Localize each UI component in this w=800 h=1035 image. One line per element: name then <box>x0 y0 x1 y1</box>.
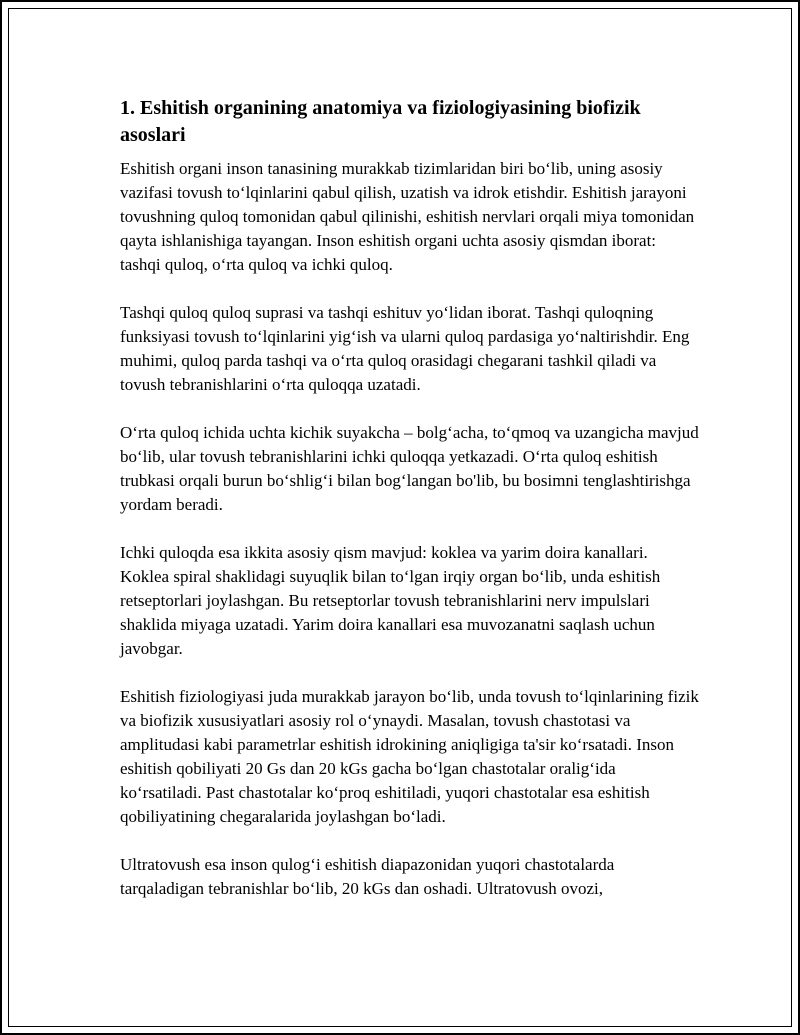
document-content <box>120 95 700 925</box>
section-title: 1. Eshitish organining anatomiya va fiziologiyasining biofizik asoslari <box>120 97 641 146</box>
paragraph-inner-ear: Ichki quloqda esa ikkita asosiy qism mavjud: koklea va yarim doira kanallari. Koklea spiral shaklidagi suyuqlik bilan to‘lgan irqiy organ bo‘lib, unda eshitish retseptorlari joylashgan. Bu retseptorlar tovush tebranishlarini nerv impulslari shaklida miyaga uzatadi. Yarim doira kanallari esa muvozanatni saqlash uchun javobgar. <box>120 543 661 658</box>
paragraph-ultrasound: Ultratovush esa inson qulog‘i eshitish diapazonidan yuqori chastotalarda tarqaladigan tebranishlar bo‘lib, 20 kGs dan oshadi. Ultratovush ovozi, <box>120 855 615 898</box>
paragraph-outer-ear: Tashqi quloq quloq suprasi va tashqi eshituv yo‘lidan iborat. Tashqi quloqning funksiyasi tovush to‘lqinlarini yig‘ish va ularni quloq pardasiga yo‘naltirishdir. Eng muhimi, quloq parda tashqi va o‘rta quloq orasidagi chegarani tashkil qiladi va tovush tebranishlarini o‘rta quloqqa uzatadi. <box>120 303 690 394</box>
paragraph-intro: Eshitish organi inson tanasining murakkab tizimlaridan biri bo‘lib, uning asosiy vazifasi tovush to‘lqinlarini qabul qilish, uzatish va idrok etishdir. Eshitish jarayoni tovushning quloq tomonidan qabul qilinishi, eshitish nervlari orqali miya tomonidan qayta ishlanishiga tayangan. Inson eshitish organi uchta asosiy qismdan iborat: tashqi quloq, o‘rta quloq va ichki quloq. <box>120 159 695 274</box>
paragraph-physiology: Eshitish fiziologiyasi juda murakkab jarayon bo‘lib, unda tovush to‘lqinlarining fizik va biofizik xususiyatlari asosiy rol o‘ynaydi. Masalan, tovush chastotasi va amplitudasi kabi parametrlar eshitish idrokining aniqligiga ta'sir ko‘rsatadi. Inson eshitish qobiliyati 20 Gs dan 20 kGs gacha bo‘lgan chastotalar oralig‘ida ko‘rsatiladi. Past chastotalar ko‘proq eshitiladi, yuqori chastotalar esa eshitish qobiliyatining chegaralarida joylashgan bo‘ladi. <box>120 687 699 826</box>
paragraph-middle-ear: O‘rta quloq ichida uchta kichik suyakcha – bolg‘acha, to‘qmoq va uzangicha mavjud bo‘lib, ular tovush tebranishlarini ichki quloqqa yetkazadi. O‘rta quloq eshitish trubkasi orqali burun bo‘shlig‘i bilan bog‘langan bo'lib, bu bosimni tenglashtirishga yordam beradi. <box>120 423 699 514</box>
